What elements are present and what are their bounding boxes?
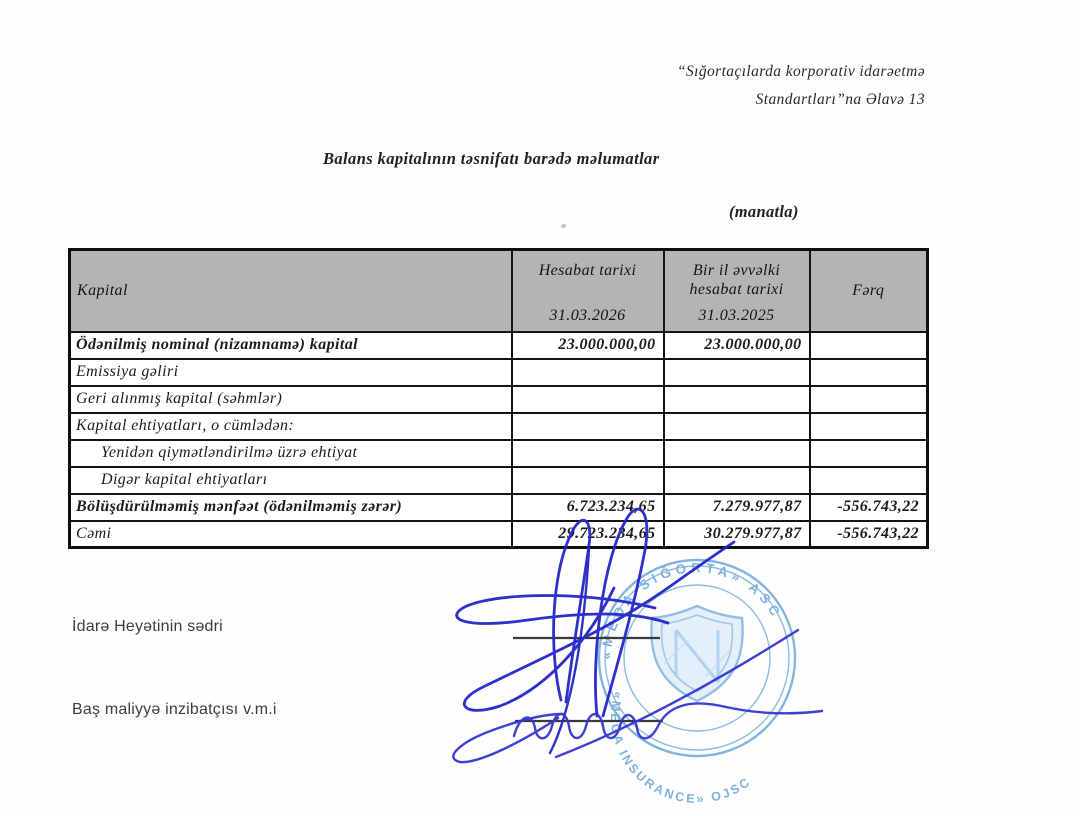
row-previous-value — [664, 467, 810, 494]
header-current-label: Hesabat tarixi — [538, 262, 637, 279]
svg-text:«MEQA SIĞORTA» ASC — [599, 560, 785, 660]
row-current-value — [512, 467, 664, 494]
row-diff-value — [810, 332, 928, 359]
row-diff-value — [810, 467, 928, 494]
row-label: Cəmi — [70, 521, 512, 548]
stamp-inner-ring — [624, 585, 770, 731]
annex-note-line1: “Sığortaçılarda korporativ idarəetmə — [676, 63, 925, 80]
row-diff-value — [810, 359, 928, 386]
row-previous-value — [664, 413, 810, 440]
row-diff-value — [810, 440, 928, 467]
row-label: Emissiya gəliri — [70, 359, 512, 386]
header-previous-date: 31.03.2025 — [698, 306, 775, 324]
row-label: Geri alınmış kapital (səhmlər) — [70, 386, 512, 413]
header-diff: Fərq — [810, 250, 928, 332]
header-previous-label: Bir il əvvəlki hesabat tarixi — [689, 262, 784, 298]
svg-text:«MEGA INSURANCE» OJSC — [608, 690, 754, 806]
header-current — [512, 250, 664, 332]
stamp-bottom-text: «MEGA INSURANCE» OJSC — [607, 690, 755, 807]
row-current-value — [512, 440, 664, 467]
row-diff-value — [810, 413, 928, 440]
row-diff-value: -556.743,22 — [810, 494, 928, 521]
header-capital: Kapital — [70, 250, 512, 332]
unit-note: (manatla) — [729, 202, 799, 221]
table-total-row — [70, 521, 928, 548]
row-label: Digər kapital ehtiyatları — [70, 467, 512, 494]
row-previous-value: 23.000.000,00 — [664, 332, 810, 359]
table-row — [70, 332, 928, 359]
stamp-middle-ring — [605, 566, 789, 750]
row-current-value — [512, 386, 664, 413]
page-title: Balans kapitalının təsnifatı barədə məlumatlar — [323, 149, 660, 168]
role-chairman-label: İdarə Heyətinin sədri — [72, 618, 223, 635]
row-previous-value — [664, 440, 810, 467]
row-previous-value — [664, 386, 810, 413]
stamp-outer-ring — [599, 560, 795, 756]
header-previous — [664, 250, 810, 332]
table-row — [70, 440, 928, 467]
annex-note-line2: Standartları”na Əlavə 13 — [755, 91, 925, 108]
row-label: Yenidən qiymətləndirilmə üzrə ehtiyat — [70, 440, 512, 467]
capital-classification-table — [68, 248, 929, 549]
table-row — [70, 467, 928, 494]
row-diff-value — [810, 386, 928, 413]
header-current-date: 31.03.2026 — [549, 306, 626, 324]
table-row — [70, 494, 928, 521]
table-row — [70, 359, 928, 386]
table-row — [70, 386, 928, 413]
row-current-value: 23.000.000,00 — [512, 332, 664, 359]
stamp-top-text: «MEQA SIĞORTA» ASC — [598, 560, 785, 660]
row-current-value: 6.723.234,65 — [512, 494, 664, 521]
role-cfo-label: Baş maliyyə inzibatçısı v.m.i — [72, 701, 277, 718]
row-current-value: 29.723.234,65 — [512, 521, 664, 548]
row-label: Ödənilmiş nominal (nizamnamə) kapital — [70, 332, 512, 359]
row-previous-value: 30.279.977,87 — [664, 521, 810, 548]
row-label: Kapital ehtiyatları, o cümlədən: — [70, 413, 512, 440]
stamp-shield-emblem — [651, 606, 742, 701]
row-current-value — [512, 359, 664, 386]
signature-cfo — [453, 630, 822, 762]
annex-note — [677, 58, 925, 114]
row-previous-value: 7.279.977,87 — [664, 494, 810, 521]
row-current-value — [512, 413, 664, 440]
scan-speck-artifact — [561, 224, 566, 228]
row-label: Bölüşdürülməmiş mənfəət (ödənilməmiş zərər) — [70, 494, 512, 521]
company-stamp — [599, 560, 795, 806]
row-previous-value — [664, 359, 810, 386]
table-row — [70, 413, 928, 440]
row-diff-value: -556.743,22 — [810, 521, 928, 548]
table-header-row — [70, 250, 928, 332]
